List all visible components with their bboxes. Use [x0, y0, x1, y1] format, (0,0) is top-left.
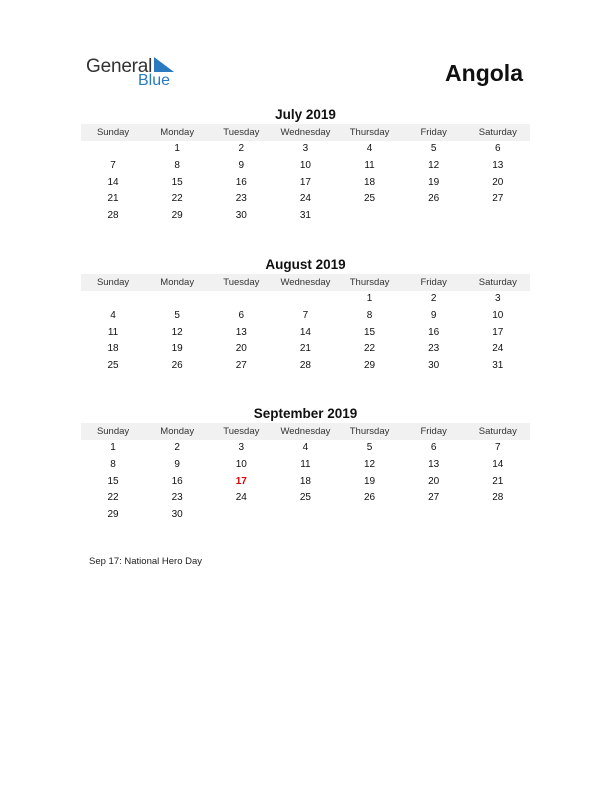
day-cell: 23: [428, 343, 440, 355]
week-row: [81, 208, 530, 225]
day-cell: 3: [302, 143, 309, 154]
generalblue-logo: [86, 56, 196, 92]
day-cell: 25: [364, 193, 376, 205]
empty-day-cell: [209, 507, 273, 524]
day-cell: 13: [492, 159, 504, 171]
day-cell: 30: [428, 360, 440, 372]
month-calendar: [81, 256, 530, 375]
week-row: [81, 175, 530, 192]
weekday-label: Wednesday: [280, 426, 331, 437]
weekday-label: Wednesday: [280, 127, 331, 138]
weekday-label: Wednesday: [280, 277, 331, 288]
day-cell: 2: [174, 442, 180, 453]
empty-day-cell: [466, 208, 530, 225]
weekday-label: Sunday: [96, 426, 130, 437]
day-cell: 28: [299, 360, 311, 372]
day-cell: 8: [174, 159, 180, 171]
week-row: [81, 191, 530, 208]
day-cell: 25: [107, 360, 119, 372]
weekday-label: Tuesday: [223, 426, 260, 437]
day-cell: 5: [174, 309, 180, 321]
day-cell: 7: [495, 442, 501, 453]
weekday-label: Friday: [420, 127, 447, 138]
day-cell: 4: [110, 309, 116, 321]
day-cell: 1: [174, 143, 180, 154]
week-row: [81, 341, 530, 358]
weekday-label: Monday: [160, 426, 195, 437]
day-cell: 5: [430, 143, 437, 154]
day-cell: 6: [495, 143, 501, 154]
day-cell: 8: [366, 309, 373, 321]
weekday-label: Saturday: [478, 426, 517, 437]
day-cell: 22: [171, 193, 183, 205]
empty-day-cell: [273, 507, 337, 524]
weekday-header-row: [81, 274, 530, 291]
empty-day-cell: [338, 507, 402, 524]
empty-day-cell: [466, 507, 530, 524]
day-cell: 7: [302, 309, 309, 321]
day-cell: 1: [366, 293, 373, 304]
day-cell: 20: [235, 343, 247, 355]
day-cell: 9: [430, 309, 437, 321]
weekday-label: Saturday: [478, 277, 517, 288]
day-cell: 16: [171, 475, 183, 487]
week-row: [81, 325, 530, 342]
day-cell: 3: [238, 442, 245, 453]
month-title: July 2019: [275, 107, 336, 122]
empty-day-cell: [338, 208, 402, 225]
weekday-label: Tuesday: [223, 127, 260, 138]
country-title: Angola: [445, 60, 523, 86]
day-cell: 7: [110, 159, 116, 171]
day-cell: 28: [492, 492, 504, 504]
empty-day-cell: [402, 208, 466, 225]
day-cell: 8: [110, 458, 116, 470]
day-cell: 6: [238, 309, 245, 321]
week-row: [81, 440, 530, 457]
empty-day-cell: [145, 291, 209, 308]
day-cell: 23: [171, 492, 183, 504]
day-cell: 26: [428, 193, 440, 205]
day-cell: 15: [107, 475, 119, 487]
weekday-label: Thursday: [349, 426, 390, 437]
weekday-label: Sunday: [96, 277, 130, 288]
day-cell: 9: [238, 159, 245, 171]
day-cell: 17: [235, 475, 247, 487]
day-cell: 15: [171, 176, 183, 188]
day-cell: 14: [299, 326, 311, 338]
day-cell: 2: [430, 293, 437, 304]
week-row: [81, 490, 530, 507]
day-cell: 29: [107, 509, 119, 521]
day-cell: 21: [492, 475, 504, 487]
day-cell: 10: [299, 159, 311, 171]
empty-day-cell: [81, 141, 145, 158]
day-cell: 17: [299, 176, 311, 188]
day-cell: 24: [235, 492, 247, 504]
day-cell: 16: [428, 326, 440, 338]
day-cell: 4: [302, 442, 309, 453]
day-cell: 28: [107, 210, 119, 222]
day-cell: 30: [171, 509, 183, 521]
weekday-label: Friday: [420, 426, 447, 437]
week-row: [81, 507, 530, 524]
week-row: [81, 158, 530, 175]
week-row: [81, 457, 530, 474]
day-cell: 27: [492, 193, 504, 205]
weekday-label: Monday: [160, 277, 195, 288]
empty-day-cell: [402, 507, 466, 524]
day-cell: 22: [364, 343, 376, 355]
weekday-header-row: [81, 423, 530, 440]
day-cell: 1: [110, 442, 116, 453]
day-cell: 4: [366, 143, 373, 154]
day-cell: 13: [428, 458, 440, 470]
day-cell: 25: [299, 492, 311, 504]
day-cell: 17: [492, 326, 504, 338]
day-cell: 26: [364, 492, 376, 504]
day-cell: 10: [492, 309, 504, 321]
day-cell: 15: [364, 326, 376, 338]
day-cell: 6: [430, 442, 437, 453]
empty-day-cell: [81, 291, 145, 308]
empty-day-cell: [209, 291, 273, 308]
empty-day-cell: [273, 291, 337, 308]
weekday-label: Thursday: [349, 277, 390, 288]
day-cell: 30: [235, 210, 247, 222]
logo-triangle-icon: [152, 57, 176, 73]
weekday-header-row: [81, 124, 530, 141]
day-cell: 31: [299, 210, 311, 222]
month-calendar: [81, 405, 530, 524]
day-cell: 12: [428, 159, 440, 171]
weekday-label: Sunday: [96, 127, 130, 138]
day-cell: 18: [299, 475, 311, 487]
logo-text-blue: Blue: [138, 72, 171, 89]
day-cell: 11: [364, 159, 375, 171]
day-cell: 19: [364, 475, 376, 487]
day-cell: 29: [171, 210, 183, 222]
day-cell: 11: [300, 458, 311, 470]
weekday-label: Friday: [420, 277, 447, 288]
day-cell: 18: [364, 176, 376, 188]
logo-text-general: General: [86, 56, 153, 77]
day-cell: 18: [107, 343, 119, 355]
week-row: [81, 308, 530, 325]
day-cell: 12: [364, 458, 376, 470]
day-cell: 24: [299, 193, 311, 205]
day-cell: 24: [492, 343, 504, 355]
day-cell: 16: [235, 176, 247, 188]
day-cell: 27: [428, 492, 440, 504]
weekday-label: Monday: [160, 127, 195, 138]
day-cell: 13: [235, 326, 247, 338]
day-cell: 22: [107, 492, 119, 504]
day-cell: 21: [299, 343, 311, 355]
day-cell: 31: [492, 360, 504, 372]
weekday-label: Saturday: [478, 127, 517, 138]
day-cell: 23: [235, 193, 247, 205]
day-cell: 20: [428, 475, 440, 487]
day-cell: 2: [238, 143, 245, 154]
day-cell: 14: [107, 176, 119, 188]
day-cell: 19: [428, 176, 440, 188]
month-calendar: [81, 106, 530, 225]
day-cell: 12: [171, 326, 183, 338]
week-row: [81, 291, 530, 308]
day-cell: 14: [492, 458, 504, 470]
weekday-label: Thursday: [349, 127, 390, 138]
day-cell: 9: [174, 458, 180, 470]
day-cell: 5: [366, 442, 373, 453]
day-cell: 19: [171, 343, 183, 355]
month-title: August 2019: [265, 257, 346, 272]
week-row: [81, 358, 530, 375]
holiday-notes: [89, 556, 202, 567]
week-row: [81, 474, 530, 491]
day-cell: 10: [235, 458, 247, 470]
day-cell: 3: [495, 293, 501, 304]
week-row: [81, 141, 530, 158]
weekday-label: Tuesday: [223, 277, 260, 288]
day-cell: 29: [364, 360, 376, 372]
holiday-note: Sep 17: National Hero Day: [89, 556, 203, 567]
month-title: September 2019: [253, 406, 358, 421]
day-cell: 20: [492, 176, 504, 188]
day-cell: 27: [235, 360, 247, 372]
day-cell: 21: [107, 193, 119, 205]
day-cell: 26: [171, 360, 183, 372]
day-cell: 11: [107, 326, 119, 338]
